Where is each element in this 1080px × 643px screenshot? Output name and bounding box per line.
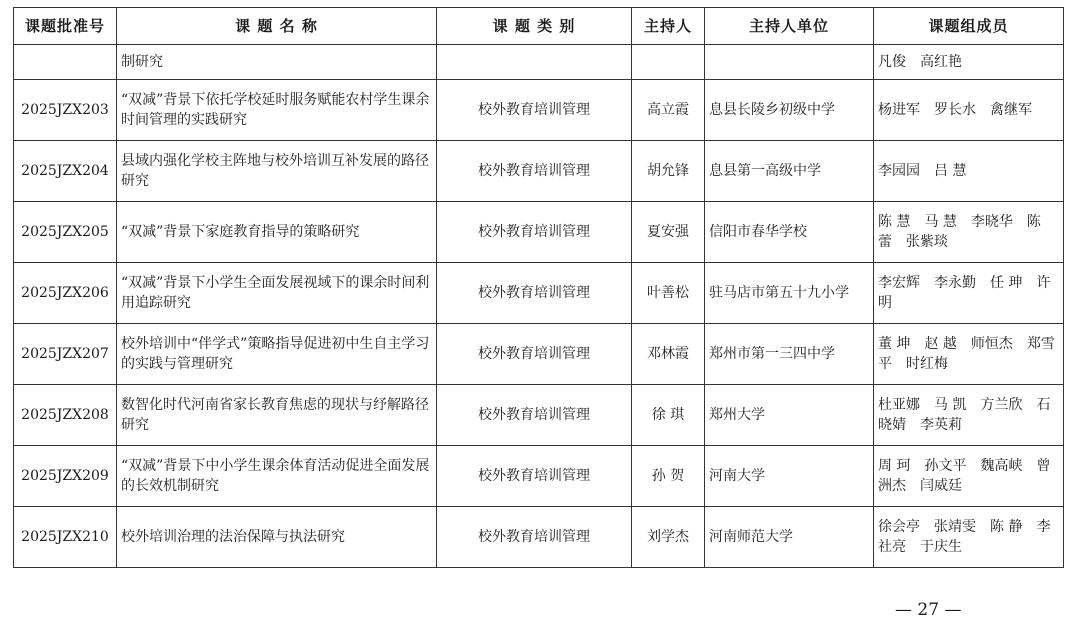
cell-number: 2025JZX203 [14, 80, 117, 141]
cell-number: 2025JZX205 [14, 202, 117, 263]
cell-number: 2025JZX208 [14, 385, 117, 446]
member-name: 许 明 [878, 275, 1051, 311]
cell-category: 校外教育培训管理 [437, 80, 632, 141]
member-name: 李社亮 [878, 519, 1051, 555]
table-row-continuation [14, 45, 1064, 80]
header-approval-number: 课题批准号 [14, 8, 117, 45]
member-name: 杨进军 [878, 102, 920, 118]
member-name: 时红梅 [906, 356, 948, 372]
cell-number: 2025JZX209 [14, 446, 117, 507]
cell-title: 校外培训中“伴学式”策略指导促进初中生自主学习的实践与管理研究 [117, 324, 437, 385]
table-row [14, 263, 1064, 324]
member-name: 方兰欣 [980, 397, 1023, 413]
member-name: 吕 慧 [934, 163, 967, 179]
cell-unit: 郑州大学 [705, 385, 874, 446]
member-name: 李英莉 [920, 417, 962, 433]
cell-number [14, 45, 117, 80]
cell-number: 2025JZX207 [14, 324, 117, 385]
member-name: 魏高峡 [980, 458, 1023, 474]
cell-members [874, 263, 1064, 324]
table-row [14, 202, 1064, 263]
cell-leader: 邓林霞 [632, 324, 705, 385]
member-name: 李永勤 [934, 275, 976, 291]
table-row [14, 141, 1064, 202]
member-name: 陈 蕾 [878, 214, 1041, 250]
member-name: 禽继军 [990, 102, 1032, 118]
table-row [14, 446, 1064, 507]
cell-unit: 河南大学 [705, 446, 874, 507]
member-name: 赵 越 [924, 336, 957, 352]
member-name: 徐会亭 [878, 519, 920, 535]
cell-members [874, 202, 1064, 263]
member-name: 于庆生 [920, 539, 962, 555]
cell-title: “双减”背景下中小学生课余体育活动促进全面发展的长效机制研究 [117, 446, 437, 507]
cell-category: 校外教育培训管理 [437, 263, 632, 324]
cell-title: 制研究 [117, 45, 437, 80]
member-name: 高红艳 [920, 54, 962, 70]
cell-leader: 叶善松 [632, 263, 705, 324]
cell-leader: 胡允锋 [632, 141, 705, 202]
member-name: 陈 慧 [878, 214, 911, 230]
member-name: 罗长水 [934, 102, 976, 118]
member-name: 李宏辉 [878, 275, 920, 291]
cell-unit: 驻马店市第五十九小学 [705, 263, 874, 324]
page-number: — 27 — [895, 600, 962, 620]
member-name: 凡俊 [878, 54, 906, 70]
cell-members [874, 45, 1064, 80]
cell-number: 2025JZX204 [14, 141, 117, 202]
member-name: 师恒杰 [970, 336, 1013, 352]
cell-number: 2025JZX210 [14, 507, 117, 568]
cell-category: 校外教育培训管理 [437, 324, 632, 385]
member-name: 任 珅 [990, 275, 1023, 291]
cell-leader: 高立霞 [632, 80, 705, 141]
cell-members [874, 507, 1064, 568]
cell-members [874, 385, 1064, 446]
member-name: 马 凯 [934, 397, 967, 413]
table-row [14, 324, 1064, 385]
cell-title: 校外培训治理的法治保障与执法研究 [117, 507, 437, 568]
cell-number: 2025JZX206 [14, 263, 117, 324]
header-category: 课 题 类 别 [437, 8, 632, 45]
member-name: 闫威廷 [920, 478, 962, 494]
member-name: 杜亚娜 [878, 397, 920, 413]
member-name: 孙文平 [924, 458, 967, 474]
projects-table [13, 7, 1064, 568]
table-row [14, 80, 1064, 141]
cell-leader: 孙 贺 [632, 446, 705, 507]
header-title: 课 题 名 称 [117, 8, 437, 45]
cell-unit [705, 45, 874, 80]
cell-category: 校外教育培训管理 [437, 385, 632, 446]
cell-members [874, 80, 1064, 141]
cell-unit: 郑州市第一三四中学 [705, 324, 874, 385]
cell-leader [632, 45, 705, 80]
cell-unit: 河南师范大学 [705, 507, 874, 568]
member-name: 石晓婧 [878, 397, 1051, 433]
member-name: 周 珂 [878, 458, 911, 474]
cell-unit: 息县长陵乡初级中学 [705, 80, 874, 141]
table-row [14, 507, 1064, 568]
member-name: 马 慧 [924, 214, 957, 230]
cell-category [437, 45, 632, 80]
cell-title: 县域内强化学校主阵地与校外培训互补发展的路径研究 [117, 141, 437, 202]
member-name: 曾洲杰 [878, 458, 1051, 494]
header-leader: 主持人 [632, 8, 705, 45]
cell-title: “双减”背景下小学生全面发展视域下的课余时间利用追踪研究 [117, 263, 437, 324]
member-name: 李晓华 [970, 214, 1013, 230]
cell-category: 校外教育培训管理 [437, 202, 632, 263]
member-name: 董 坤 [878, 336, 911, 352]
cell-leader: 刘学杰 [632, 507, 705, 568]
cell-members [874, 446, 1064, 507]
cell-title: “双减”背景下依托学校延时服务赋能农村学生课余时间管理的实践研究 [117, 80, 437, 141]
cell-leader: 夏安强 [632, 202, 705, 263]
cell-unit: 息县第一高级中学 [705, 141, 874, 202]
cell-title: “双减”背景下家庭教育指导的策略研究 [117, 202, 437, 263]
cell-category: 校外教育培训管理 [437, 507, 632, 568]
table-header-row [14, 8, 1064, 45]
member-name: 郑雪平 [878, 336, 1055, 372]
cell-members [874, 141, 1064, 202]
member-name: 李园园 [878, 163, 920, 179]
header-unit: 主持人单位 [705, 8, 874, 45]
member-name: 陈 静 [990, 519, 1023, 535]
header-members: 课题组成员 [874, 8, 1064, 45]
cell-title: 数智化时代河南省家长教育焦虑的现状与纾解路径研究 [117, 385, 437, 446]
member-name: 张靖雯 [934, 519, 976, 535]
cell-unit: 信阳市春华学校 [705, 202, 874, 263]
cell-category: 校外教育培训管理 [437, 141, 632, 202]
cell-leader: 徐 琪 [632, 385, 705, 446]
member-name: 张紫琰 [906, 234, 948, 250]
cell-members [874, 324, 1064, 385]
table-row [14, 385, 1064, 446]
cell-category: 校外教育培训管理 [437, 446, 632, 507]
